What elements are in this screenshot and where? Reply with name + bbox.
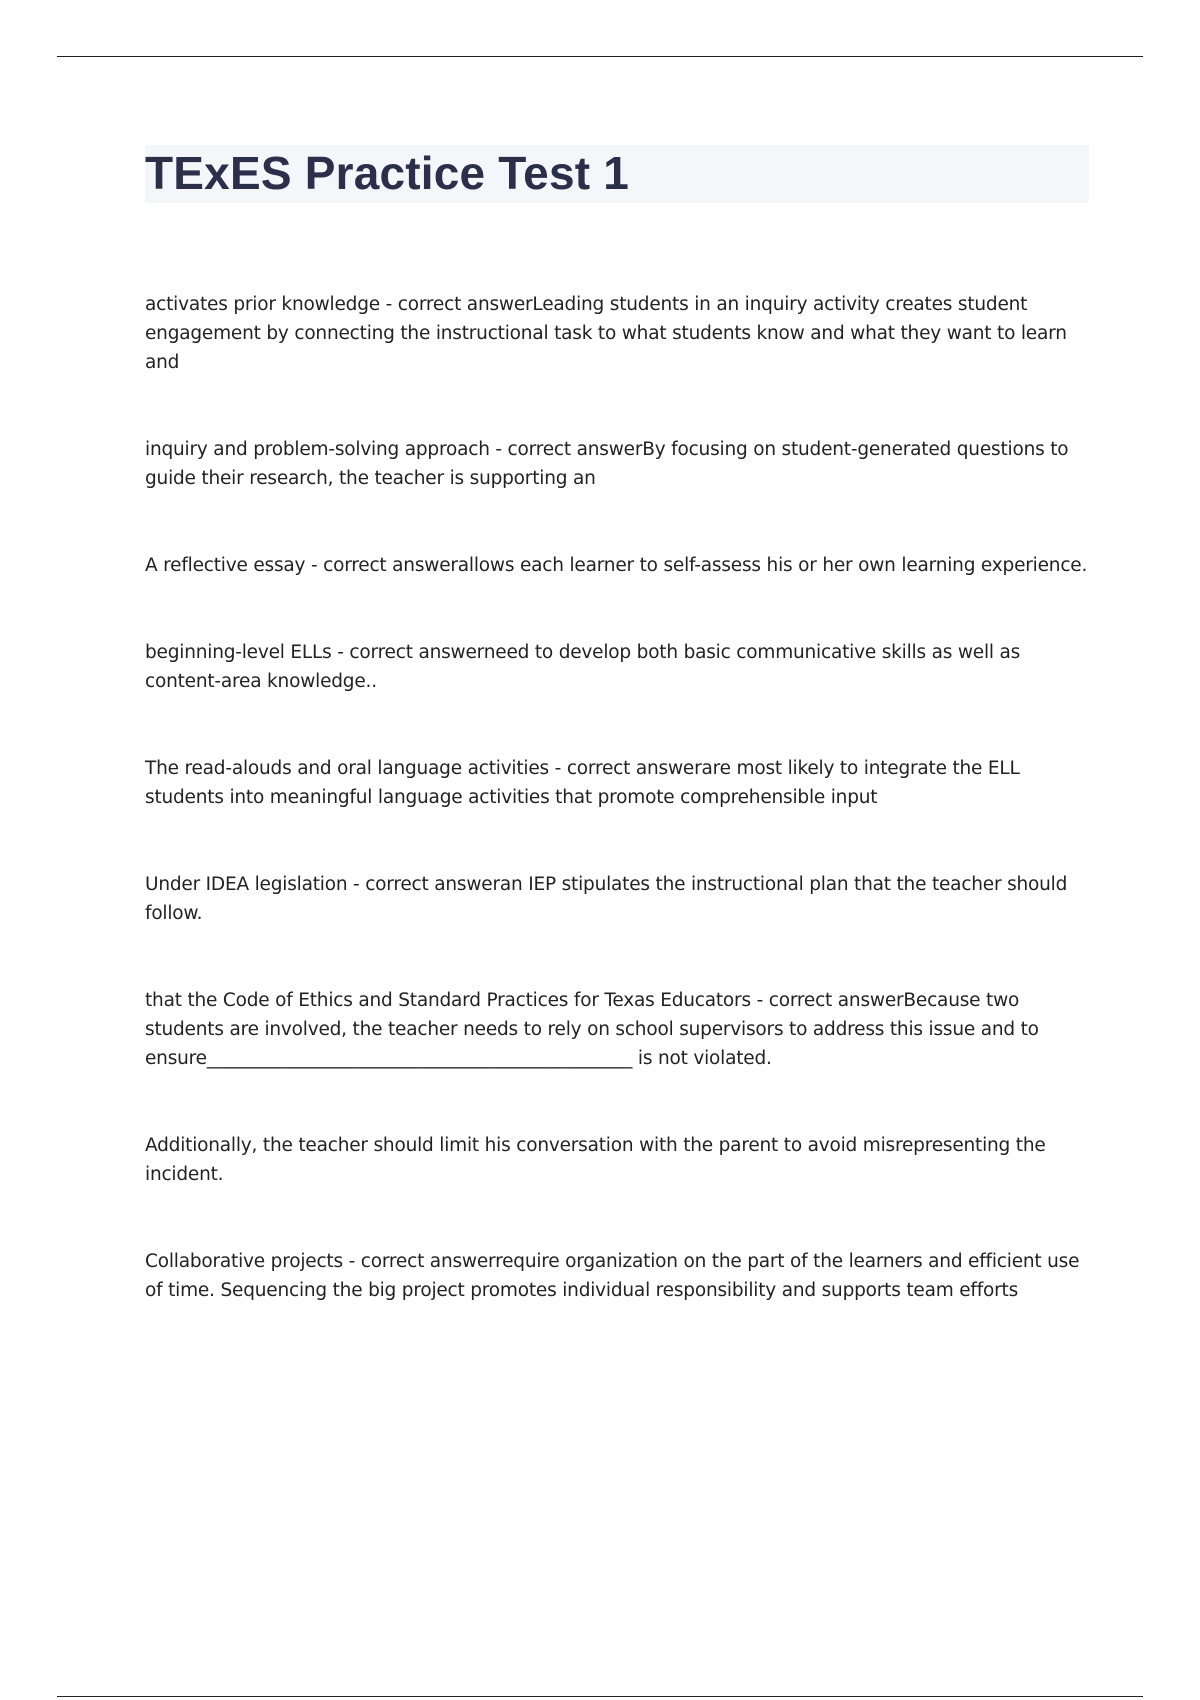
flashcard-entry: Additionally, the teacher should limit his conversation with the parent to avoid misrepresenting the incident. (145, 1135, 1046, 1185)
page-title: TExES Practice Test 1 (145, 147, 630, 199)
flashcard-entry: Under IDEA legislation - correct answeran IEP stipulates the instructional plan that the teacher should follow. (145, 874, 1068, 924)
flashcard-entry: activates prior knowledge - correct answerLeading students in an inquiry activity creates student engagement by connecting the instructional task to what students know and what they want to learn and (145, 294, 1067, 373)
flashcard-entry: A reflective essay - correct answerallows each learner to self-assess his or her own learning experience. (145, 555, 1088, 576)
flashcard-list (145, 290, 1090, 1363)
flashcard-entry: The read-alouds and oral language activities - correct answerare most likely to integrate the ELL students into meaningful language activities that promote comprehensible input (145, 758, 1020, 808)
flashcard-entry: inquiry and problem-solving approach - correct answerBy focusing on student-generated questions to guide their research, the teacher is supporting an (145, 439, 1069, 489)
flashcard-entry: that the Code of Ethics and Standard Practices for Texas Educators - correct answerBecause two students are involved, the teacher needs to rely on school supervisors to address this issue and to ensure_______________________________________________ is not violated. (145, 990, 1039, 1069)
top-divider (57, 56, 1143, 57)
flashcard-entry: Collaborative projects - correct answerrequire organization on the part of the learners and efficient use of time. Sequencing the big project promotes individual responsibility and supports team efforts (145, 1251, 1080, 1301)
flashcard-entry: beginning-level ELLs - correct answerneed to develop both basic communicative skills as well as content-area knowledge.. (145, 642, 1021, 692)
bottom-divider (57, 1696, 1143, 1697)
